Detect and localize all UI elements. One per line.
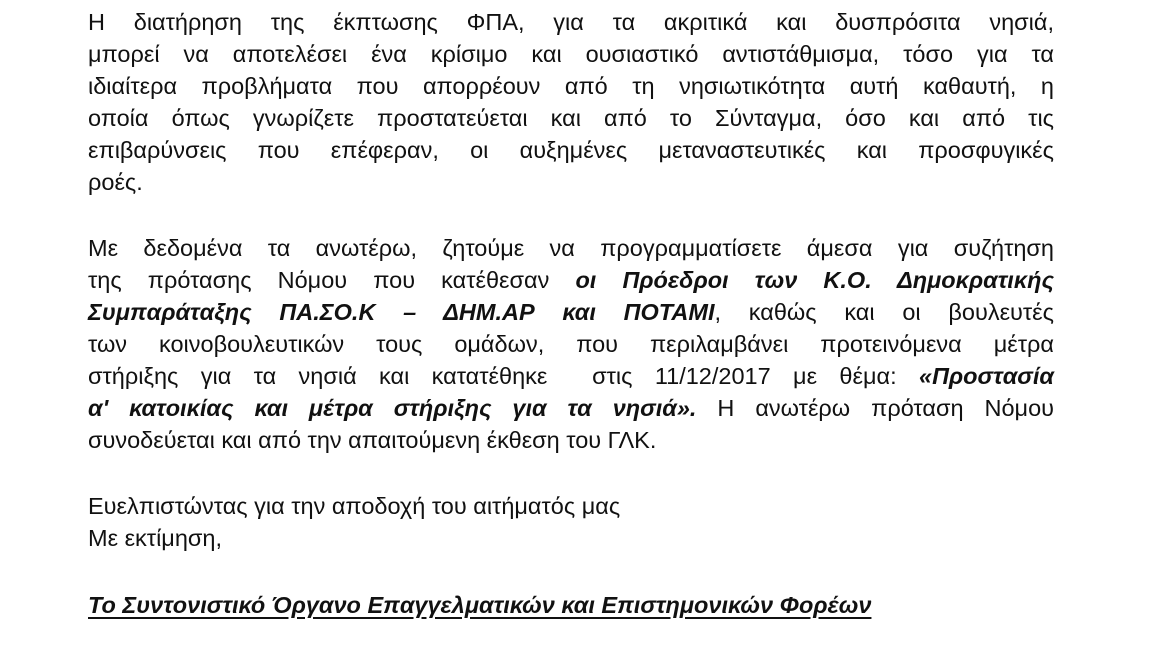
paragraph-line: Η διατήρηση της έκπτωσης ΦΠΑ, για τα ακριτικά και δυσπρόσιτα νησιά,: [88, 9, 1054, 35]
bold-italic-text: Συμπαράταξης ΠΑ.ΣΟ.Κ – ΔΗΜ.ΑΡ και ΠΟΤΑΜΙ: [88, 299, 715, 325]
paragraph-line: ιδιαίτερα προβλήματα που απορρέουν από τη νησιωτικότητα αυτή καθαυτή, η: [88, 73, 1054, 99]
paragraph-line: μπορεί να αποτελέσει ένα κρίσιμο και ουσιαστικό αντιστάθμισμα, τόσο για τα: [88, 41, 1054, 67]
paragraph-line: οποία όπως γνωρίζετε προστατεύεται και από το Σύνταγμα, όσο και από τις: [88, 105, 1054, 131]
letter-body: [88, 6, 1054, 554]
paragraph-line: ροές.: [88, 169, 143, 195]
paragraph-vat-discount: [88, 6, 1054, 198]
paragraph-line: [88, 296, 1054, 328]
bold-italic-text: «Προστασία: [919, 363, 1054, 389]
bold-italic-text: οι Πρόεδροι των Κ.Ο. Δημοκρατικής: [575, 267, 1055, 293]
paragraph-line: [88, 392, 1054, 424]
paragraph-line: των κοινοβουλευτικών τους ομάδων, που περιλαμβάνει προτεινόμενα μέτρα: [88, 331, 1054, 357]
bold-italic-text: α' κατοικίας και μέτρα στήριξης για τα νησιά».: [88, 395, 697, 421]
plain-text: στήριξης για τα νησιά και κατατέθηκε στις 11/12/2017 με θέμα:: [88, 363, 919, 389]
plain-text: της πρότασης Νόμου που κατέθεσαν: [88, 267, 576, 293]
plain-text: , καθώς και οι βουλευτές: [714, 299, 1054, 325]
paragraph-line: Με δεδομένα τα ανωτέρω, ζητούμε να προγραμματίσετε άμεσα για συζήτηση: [88, 235, 1054, 261]
closing-block: [88, 490, 1054, 554]
closing-line: Ευελπιστώντας για την αποδοχή του αιτήματός μας: [88, 493, 621, 519]
plain-text: Η ανωτέρω πρόταση Νόμου: [696, 395, 1055, 421]
paragraph-request: [88, 232, 1054, 456]
paragraph-line: [88, 264, 1054, 296]
paragraph-line: συνοδεύεται και από την απαιτούμενη έκθεση του ΓΛΚ.: [88, 427, 657, 453]
paragraph-line: [88, 360, 1054, 392]
paragraph-line: επιβαρύνσεις που επέφεραν, οι αυξημένες μεταναστευτικές και προσφυγικές: [88, 137, 1054, 163]
signature-line: Το Συντονιστικό Όργανο Επαγγελματικών και Επιστημονικών Φορέων: [88, 592, 872, 618]
closing-greeting: Με εκτίμηση,: [88, 525, 223, 551]
